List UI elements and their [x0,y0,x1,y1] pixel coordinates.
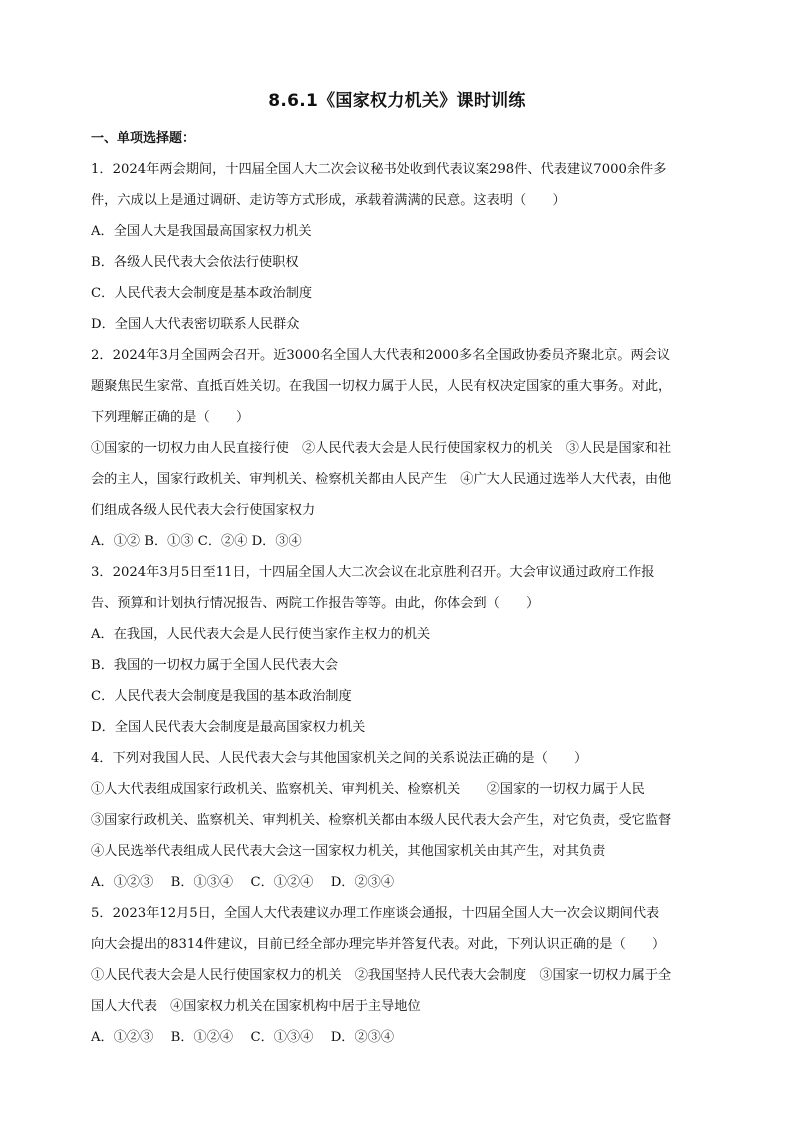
answer-option-line: C．人民代表大会制度是我国的基本政治制度 [91,689,352,704]
question-statement-line: 国人大代表 ④国家权力机关在国家机构中居于主导地位 [91,999,421,1014]
answer-option-line: D．全国人民代表大会制度是最高国家权力机关 [91,720,366,735]
answer-option-line: A．全国人大是我国最高国家权力机关 [91,224,312,239]
question-list [91,154,708,1053]
answer-option-line: A．①②③ B．①③④ C．①②④ D．②③④ [91,875,395,890]
question-stem-line: 4．下列对我国人民、人民代表大会与其他国家机关之间的关系说法正确的是（ ） [91,751,588,766]
question-stem-line: 下列理解正确的是（ ） [91,410,250,425]
question-3 [91,557,708,743]
question-stem-line: 件，六成以上是通过调研、走访等方式形成，承载着满满的民意。这表明（ ） [91,193,566,208]
question-statement-line: ①人民代表大会是人民行使国家权力的机关 ②我国坚持人民代表大会制度 ③国家一切权力属于全 [91,968,672,983]
question-5 [91,898,708,1053]
question-stem-line: 题聚焦民生家常、直抵百姓关切。在我国一切权力属于人民，人民有权决定国家的重大事务。对此， [91,379,672,394]
answer-option-line: C．人民代表大会制度是基本政治制度 [91,286,313,301]
question-statement-line: ④人民选举代表组成人民代表大会这一国家权力机关，其他国家机关由其产生，对其负责 [91,844,606,859]
question-stem-line: 3．2024年3月5日至11日，十四届全国人大二次会议在北京胜利召开。大会审议通过政府工作报 [91,565,655,580]
answer-option-line: D．全国人大代表密切联系人民群众 [91,317,300,332]
question-statement-line: ①人大代表组成国家行政机关、监察机关、审判机关、检察机关 ②国家的一切权力属于人民 [91,782,645,797]
question-stem-line: 告、预算和计划执行情况报告、两院工作报告等等。由此，你体会到（ ） [91,596,540,611]
question-4 [91,743,708,898]
document-body [91,123,708,1053]
question-stem-line: 1．2024年两会期间，十四届全国人大二次会议秘书处收到代表议案298件、代表建议7000余件多 [91,162,667,177]
question-statement-line: ③国家行政机关、监察机关、审判机关、检察机关都由本级人民代表大会产生，对它负责，受它监督 [91,813,672,828]
question-1 [91,154,708,340]
answer-option-line: A．①② B．①③ C．②④ D．③④ [91,534,302,549]
answer-option-line: A．在我国，人民代表大会是人民行使当家作主权力的机关 [91,627,431,642]
question-statement-line: ①国家的一切权力由人民直接行使 ②人民代表大会是人民行使国家权力的机关 ③人民是国家和社 [91,441,672,456]
question-2 [91,340,708,557]
question-statement-line: 们组成各级人民代表大会行使国家权力 [91,503,316,518]
question-stem-line: 5．2023年12月5日，全国人大代表建议办理工作座谈会通报，十四届全国人大一次会议期间代表 [91,906,660,921]
document-title: 8.6.1《国家权力机关》课时训练 [268,91,526,111]
question-stem-line: 2．2024年3月全国两会召开。近3000名全国人大代表和2000多名全国政协委员齐聚北京。两会议 [91,348,671,363]
answer-option-line: B．各级人民代表大会依法行使职权 [91,255,299,270]
answer-option-line: B．我国的一切权力属于全国人民代表大会 [91,658,339,673]
section-heading: 一、单项选择题： [91,131,196,146]
answer-option-line: A．①②③ B．①②④ C．①③④ D．②③④ [91,1030,395,1045]
question-stem-line: 向大会提出的8314件建议，目前已经全部办理完毕并答复代表。对此，下列认识正确的是（ ） [91,937,666,952]
question-statement-line: 会的主人，国家行政机关、审判机关、检察机关都由人民产生 ④广大人民通过选举人大代表，由他 [91,472,672,487]
